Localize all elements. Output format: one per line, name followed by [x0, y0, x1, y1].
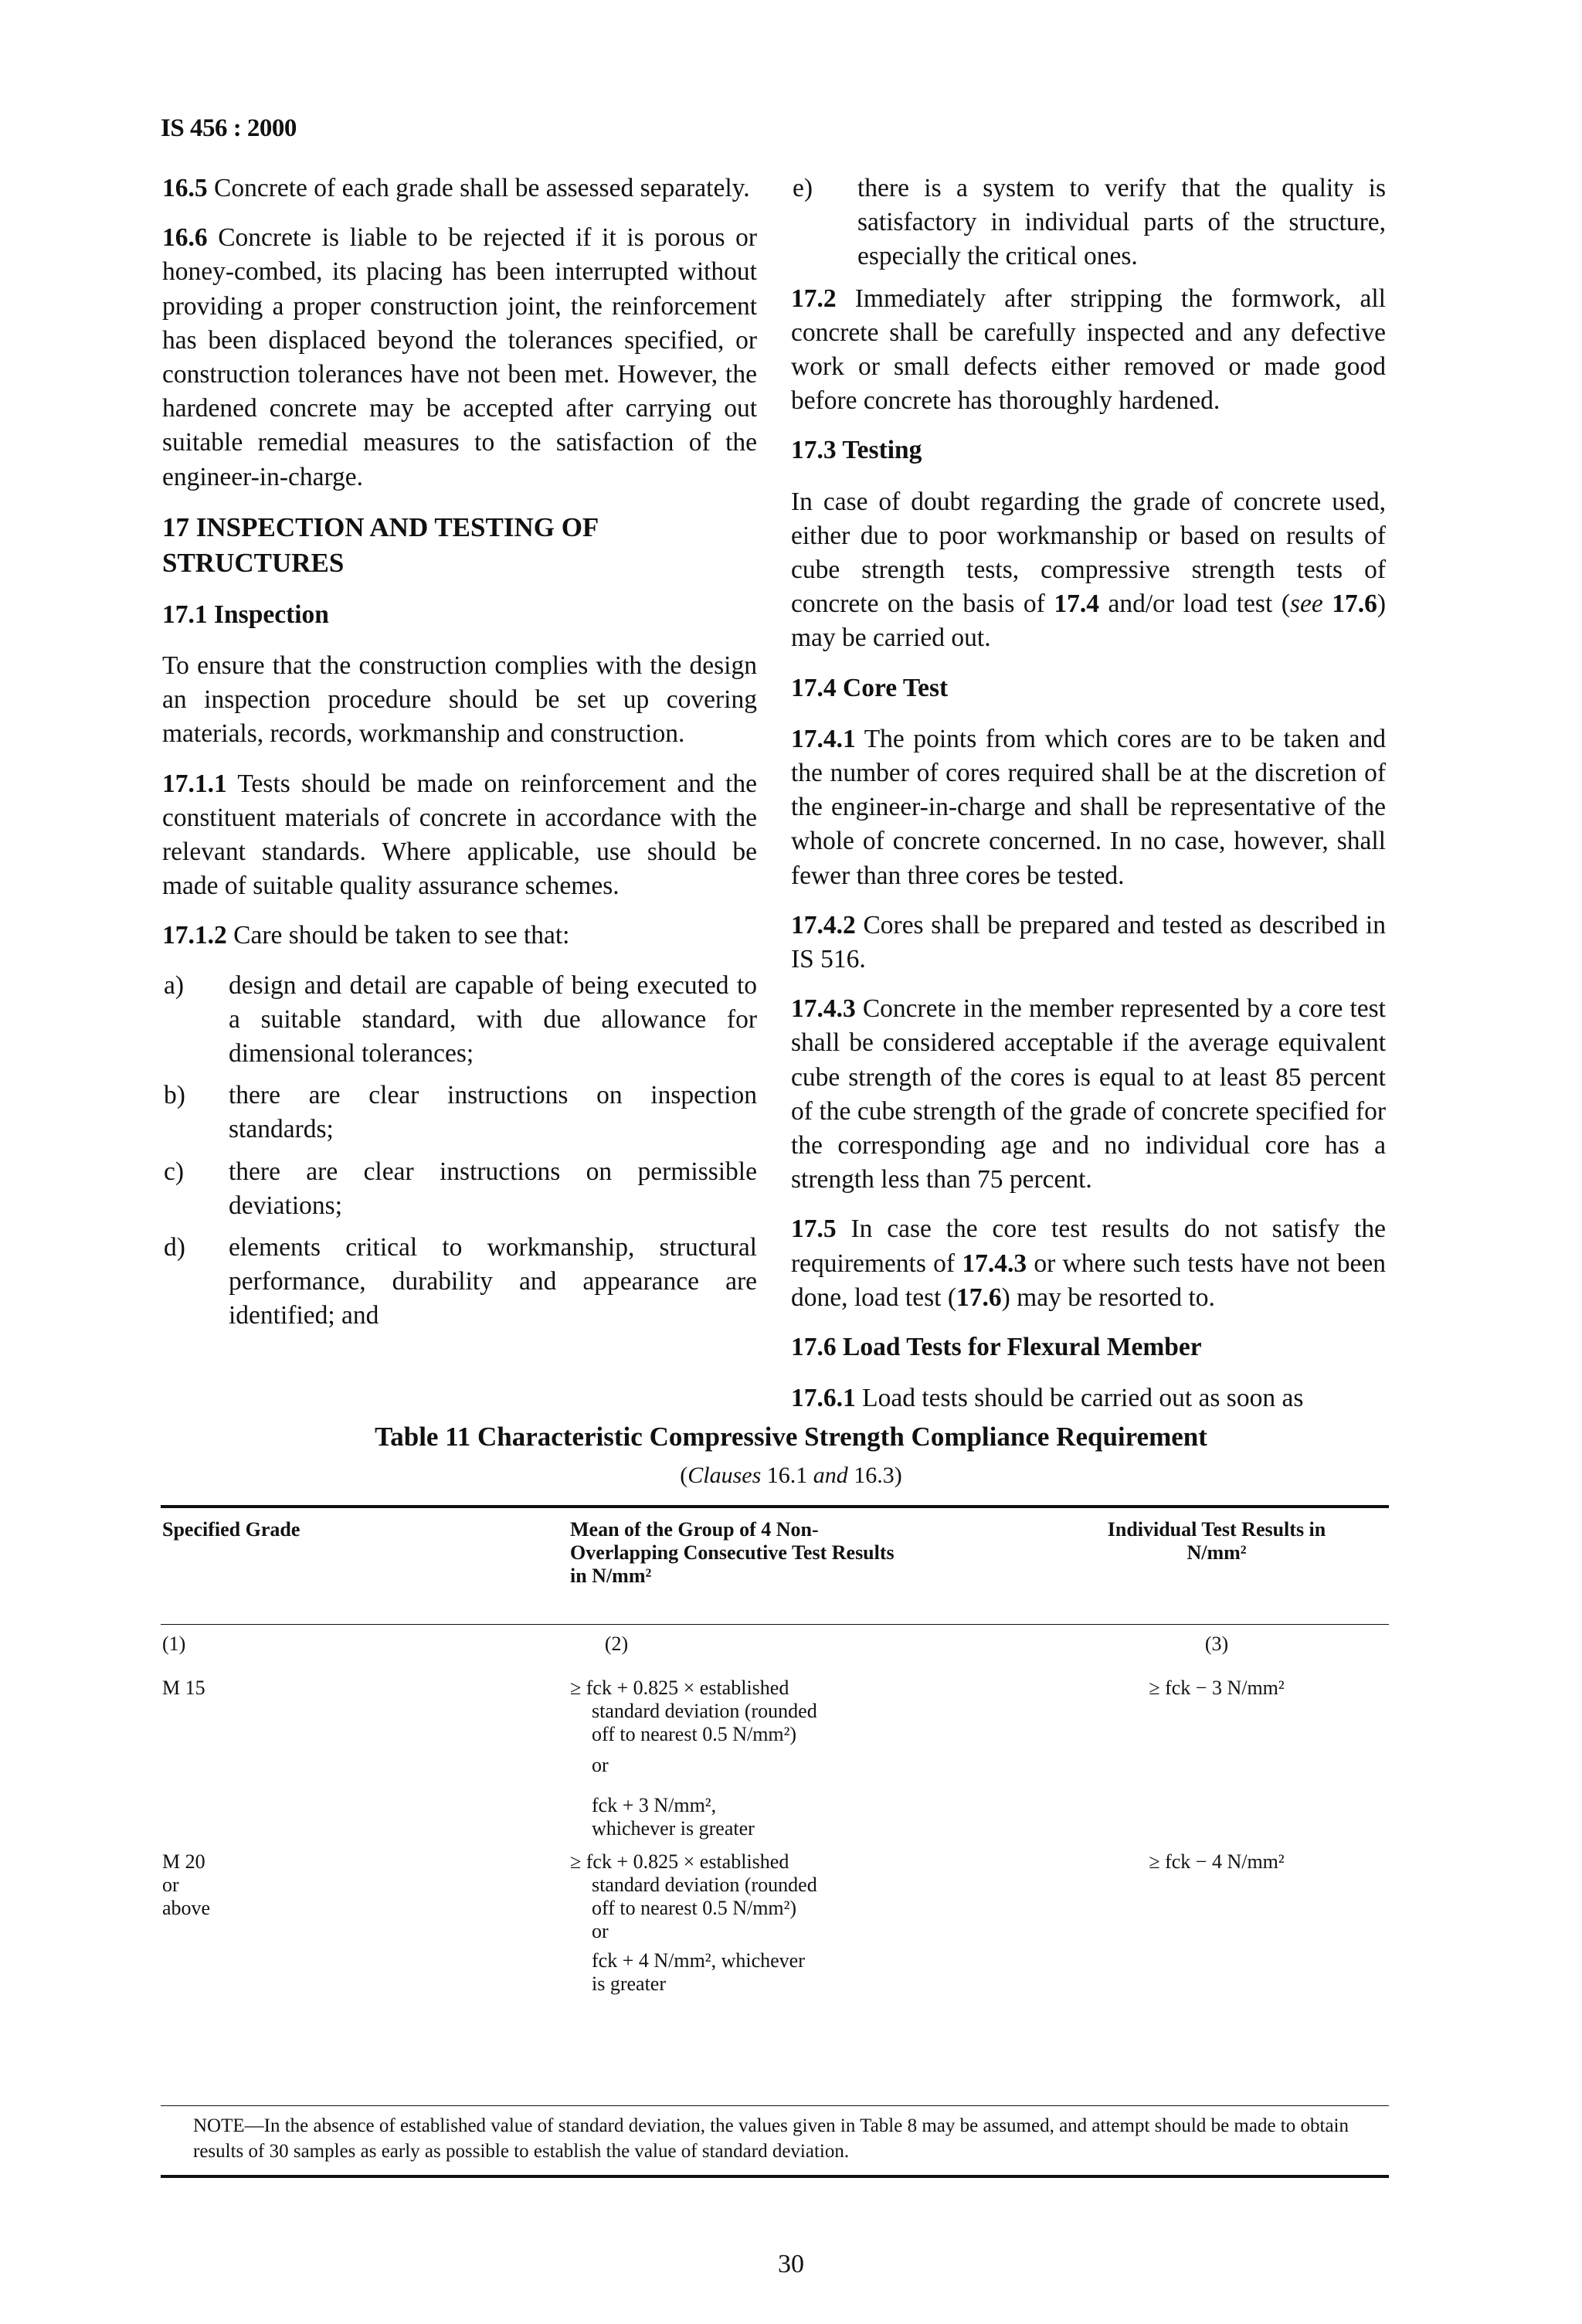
list-item: c) there are clear instructions on permissible deviations;	[164, 1157, 757, 1220]
table-header-rule	[161, 1624, 1389, 1625]
standard-code: IS 456 : 2000	[161, 114, 297, 142]
list-item: a) design and detail are capable of being executed to a suitable standard, with due allowance for dimensional tolerances;	[164, 970, 757, 1069]
table-row-individual: ≥ fck − 3 N/mm²	[1149, 1677, 1285, 1699]
clause-17-4-2: 17.4.2 Cores shall be prepared and tested as described in IS 516.	[791, 910, 1386, 974]
clause-17-6-1: 17.6.1 Load tests should be carried out as soon as	[791, 1384, 1304, 1413]
list-item: e) there is a system to verify that the quality is satisfactory in individual parts of the structure, especially the critical ones.	[793, 174, 1386, 271]
clause-16-6: 16.6 Concrete is liable to be rejected if it is porous or honey-combed, its placing has been interrupted without providing a proper construction joint, the reinforcement has been displaced beyond the tolerances specified, or construction tolerances have not been met. However, the hardened concrete may be accepted after carrying out suitable remedial measures to the satisfaction of the engineer-in-charge.	[162, 223, 757, 491]
clause-17-6-heading: 17.6 Load Tests for Flexural Member	[791, 1333, 1202, 1362]
clause-16-5: 16.5 Concrete of each grade shall be assessed separately.	[162, 174, 750, 202]
table-clause-reference: (Clauses 16.1 and 16.3)	[680, 1463, 902, 1488]
clause-17-3-text: In case of doubt regarding the grade of concrete used, either due to poor workmanship or based on results of cube strength tests, compressive strength tests of concrete on the basis of 17.4 and/or load test (see 17.6) may be carried out.	[791, 487, 1387, 653]
table-top-rule	[161, 1505, 1389, 1508]
table-bottom-rule	[161, 2175, 1389, 2178]
column-header-mean: Mean of the Group of 4 Non-Overlapping Consecutive Test Results in N/mm²	[570, 1518, 895, 1587]
table-row-grade: M 20 or above	[162, 1850, 211, 1919]
clause-17-1-1: 17.1.1 Tests should be made on reinforcement and the constituent materials of concrete in accordance with the relevant standards. Where applicable, use should be made of suitable quality assurance schemes.	[162, 769, 757, 901]
clause-17-1-text: To ensure that the construction complies with the design an inspection procedure should be set up covering materials, records, workmanship and construction.	[162, 651, 757, 749]
table-title: Table 11 Characteristic Compressive Strength Compliance Requirement	[375, 1422, 1207, 1452]
column-number: (3)	[1204, 1633, 1229, 1655]
list-item: d) elements critical to workmanship, structural performance, durability and appearance are identified; and	[164, 1233, 757, 1330]
table-row-mean: ≥ fck + 0.825 × established standard deviation (rounded off to nearest 0.5 N/mm²) or fck + 4 N/mm², whichever is greater	[570, 1850, 817, 1995]
left-column	[162, 172, 757, 1341]
clause-17-4-3: 17.4.3 Concrete in the member represented by a core test shall be considered acceptable if the average equivalent cube strength of the cores is equal to at least 85 percent of the cube strength of the grade of concrete specified for the corresponding age and no individual core has a strength less than 75 percent.	[791, 994, 1386, 1194]
table-row-individual: ≥ fck − 4 N/mm²	[1149, 1850, 1285, 1873]
column-number: (1)	[162, 1633, 186, 1655]
column-header-grade: Specified Grade	[162, 1518, 300, 1541]
table-note-rule	[161, 2105, 1389, 2106]
clause-17-2: 17.2 Immediately after stripping the formwork, all concrete shall be carefully inspected and any defective work or small defects either removed or made good before concrete has thoroughly hardened.	[791, 284, 1386, 416]
inspection-checklist	[162, 969, 757, 1334]
table-row-mean: ≥ fck + 0.825 × established standard deviation (rounded off to nearest 0.5 N/mm²) or fck + 3 N/mm², whichever is greater	[570, 1677, 817, 1840]
clause-17-1-heading: 17.1 Inspection	[162, 600, 329, 629]
column-header-individual: Individual Test Results in N/mm²	[1107, 1518, 1326, 1564]
clause-17-1-2: 17.1.2 Care should be taken to see that:	[162, 921, 570, 950]
list-item: b) there are clear instructions on inspection standards;	[164, 1081, 757, 1144]
clause-17-4-heading: 17.4 Core Test	[791, 673, 949, 702]
right-column	[791, 172, 1386, 1424]
clause-17-4-1: 17.4.1 The points from which cores are to be taken and the number of cores required shall be at the discretion of the engineer-in-charge and shall be representative of the whole of concrete concerned. In no case, however, shall fewer than three cores be tested.	[791, 724, 1386, 890]
table-note: NOTE—In the absence of established value of standard deviation, the values given in Table 8 may be assumed, and attempt should be made to obtain results of 30 samples as early as possible to establish the value of standard deviation.	[193, 2115, 1349, 2162]
column-number: (2)	[604, 1633, 629, 1655]
inspection-checklist-continued	[791, 172, 1386, 274]
clause-17-3-heading: 17.3 Testing	[791, 436, 922, 465]
table-row-grade: M 15	[162, 1677, 205, 1699]
page-number: 30	[778, 2250, 804, 2278]
clause-17-5: 17.5 In case the core test results do not satisfy the requirements of 17.4.3 or where such tests have not been done, load test (17.6) may be resorted to.	[791, 1215, 1386, 1312]
section-17-heading: 17 INSPECTION AND TESTING OF STRUCTURES	[162, 511, 599, 578]
